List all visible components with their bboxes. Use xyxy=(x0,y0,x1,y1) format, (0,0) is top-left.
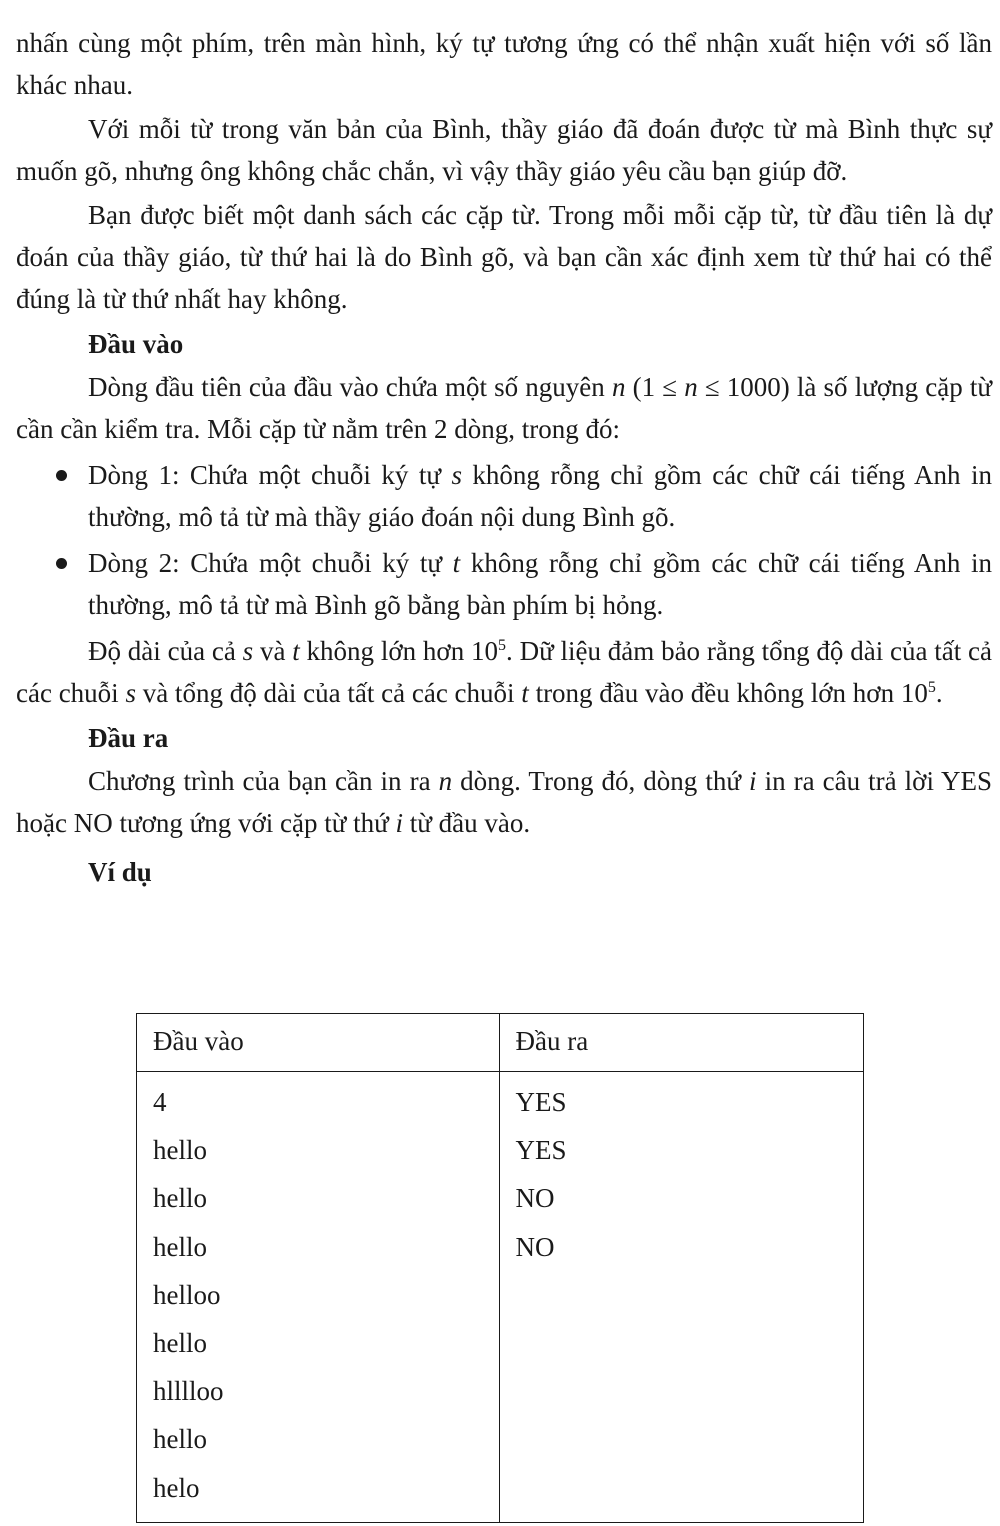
table-row xyxy=(137,1072,864,1523)
paragraph-2: Với mỗi từ trong văn bản của Bình, thầy giáo đã đoán được từ mà Bình thực sự muốn gõ, nhưng ông không chắc chắn, vì vậy thầy giáo yêu cầu bạn giúp đỡ. xyxy=(16,114,992,186)
input-column-header: Đầu vào xyxy=(137,1014,500,1072)
output-heading: Đầu ra xyxy=(88,723,169,753)
output-cell xyxy=(499,1072,863,1523)
input-line-list xyxy=(16,454,992,626)
input-line: helo xyxy=(153,1472,200,1503)
output-line: NO xyxy=(515,1231,555,1262)
var-n-constraint: n xyxy=(684,372,698,402)
output-description: Chương trình của bạn cần in ra n dòng. Trong đó, dòng thứ i in ra câu trả lời YES hoặc NO tương ứng với cặp từ thứ i từ đầu vào. xyxy=(16,766,992,838)
paragraph-1: nhấn cùng một phím, trên màn hình, ký tự tương ứng có thể nhận xuất hiện với số lần khác nhau. xyxy=(16,28,992,100)
input-line: 4 xyxy=(153,1087,167,1117)
output-line: NO xyxy=(515,1183,555,1214)
input-cell xyxy=(137,1072,500,1523)
input-heading: Đầu vào xyxy=(88,329,184,359)
bullet-icon xyxy=(56,558,67,569)
input-line: hlllloo xyxy=(153,1376,224,1407)
bullet-icon xyxy=(56,470,67,481)
input-line: hello xyxy=(153,1183,207,1214)
input-line: hello xyxy=(153,1424,207,1455)
list-item-line-2: Dòng 2: Chứa một chuỗi ký tự t không rỗng chỉ gồm các chữ cái tiếng Anh in thường, mô tả từ mà Bình gõ bằng bàn phím bị hỏng. xyxy=(16,542,992,626)
input-description: Dòng đầu tiên của đầu vào chứa một số nguyên n (1 ≤ n ≤ 1000) là số lượng cặp từ cần cần kiểm tra. Mỗi cặp từ nằm trên 2 dòng, trong đó: xyxy=(16,372,993,444)
table-header-row xyxy=(137,1014,864,1072)
paragraph-3: Bạn được biết một danh sách các cặp từ. Trong mỗi mỗi cặp từ, từ đầu tiên là dự đoán của thầy giáo, từ thứ hai là do Bình gõ, và bạn cần xác định xem từ thứ hai có thể đúng là từ thứ nhất hay không. xyxy=(16,200,992,314)
var-n: n xyxy=(611,372,626,402)
list-item-line-1: Dòng 1: Chứa một chuỗi ký tự s không rỗng chỉ gồm các chữ cái tiếng Anh in thường, mô tả từ mà thầy giáo đoán nội dung Bình gõ. xyxy=(16,454,992,538)
example-heading: Ví dụ xyxy=(88,857,152,887)
input-line: hello xyxy=(153,1135,207,1166)
input-line: hello xyxy=(153,1328,207,1359)
length-limits-paragraph: Độ dài của cả s và t không lớn hơn $10^5$. Dữ liệu đảm bảo rằng tổng độ dài của tất cả các chuỗi s và tổng độ dài của tất cả các chuỗi t trong đầu vào đều không lớn hơn $10^5$. xyxy=(16,636,993,708)
output-column-header: Đầu ra xyxy=(499,1014,863,1072)
input-line: helloo xyxy=(153,1279,221,1310)
output-line: YES xyxy=(515,1135,567,1166)
input-line: hello xyxy=(153,1231,207,1262)
output-line: YES xyxy=(515,1087,567,1117)
example-table xyxy=(136,1013,864,1523)
